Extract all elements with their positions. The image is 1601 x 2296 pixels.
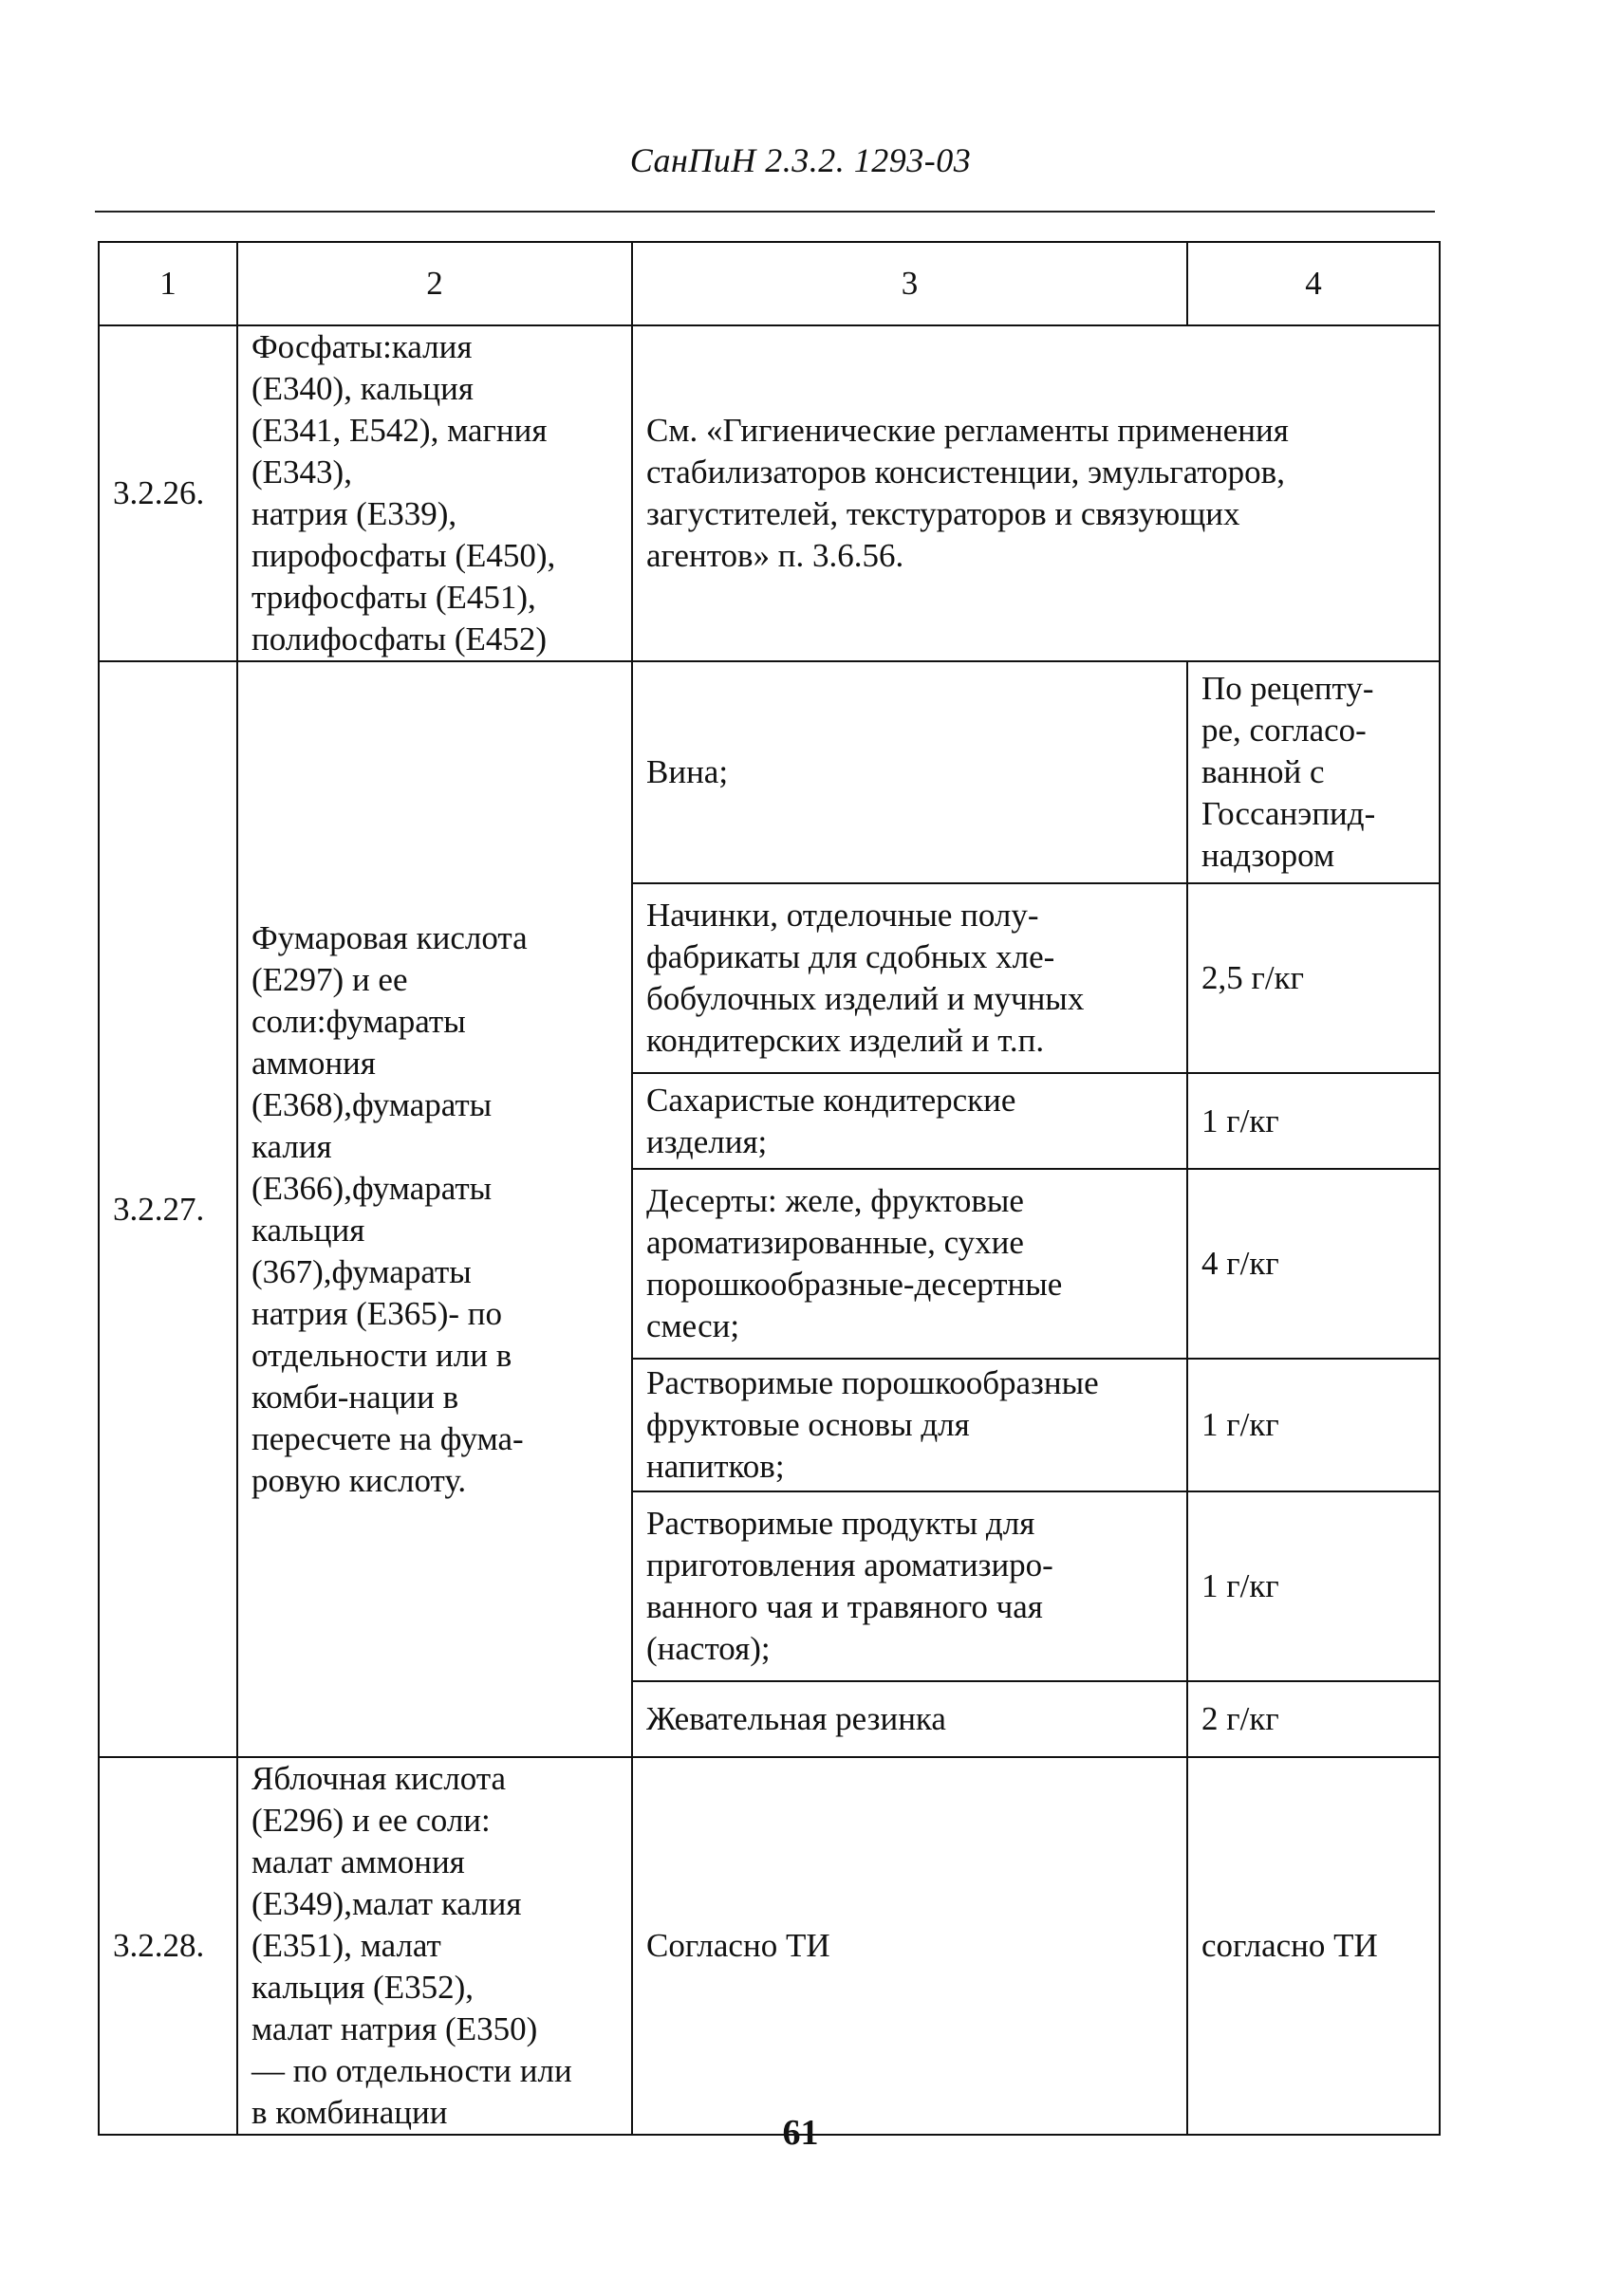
header-divider xyxy=(95,211,1435,213)
product-line: приготовления ароматизиро- xyxy=(646,1546,1053,1583)
additive-name-line: малат натрия (Е350) xyxy=(251,2010,538,2047)
additive-name-line: натрия (Е339), xyxy=(251,495,457,532)
regulation-table xyxy=(98,241,1441,2136)
additive-name-line: (Е341, Е542), магния xyxy=(251,412,548,449)
product-line: фабрикаты для сдобных хле- xyxy=(646,938,1055,975)
product-line: порошкообразные-десертные xyxy=(646,1266,1063,1303)
additive-name-cell xyxy=(237,661,632,1757)
additive-name-line: — по отдельности или xyxy=(251,2052,572,2089)
additive-name-line: калия xyxy=(251,1127,332,1165)
product-line: изделия; xyxy=(646,1122,768,1160)
page-number: 61 xyxy=(782,2113,819,2153)
product-line: Жевательная резинка xyxy=(646,1700,946,1737)
reference-note-line: загустителей, текстураторов и связующих xyxy=(646,495,1240,532)
column-header-3: 3 xyxy=(632,242,1187,325)
additive-name-line: (Е349),малат калия xyxy=(251,1885,522,1922)
level-line: надзором xyxy=(1201,837,1335,874)
reference-note-line: См. «Гигиенические регламенты применения xyxy=(646,412,1289,449)
product-line: Растворимые порошкообразные xyxy=(646,1364,1099,1401)
level-line: ре, согласо- xyxy=(1201,712,1367,749)
additive-name-line: малат аммония xyxy=(251,1843,465,1880)
reference-note-line: агентов» п. 3.6.56. xyxy=(646,537,904,574)
page-header-title: СанПиН 2.3.2. 1293-03 xyxy=(629,141,972,179)
additive-name-line: (Е343), xyxy=(251,454,352,491)
row-number: 3.2.28. xyxy=(99,1757,237,2135)
additive-name-line: пирофосфаты (Е450), xyxy=(251,537,556,574)
product-line: Вина; xyxy=(646,753,729,790)
additive-name-line: кальция (Е352), xyxy=(251,1969,474,2006)
additive-name-line: пересчете на фума- xyxy=(251,1419,524,1457)
product-line: (настоя); xyxy=(646,1630,771,1667)
level-cell xyxy=(1187,1169,1440,1359)
product-line: бобулочных изделий и мучных xyxy=(646,980,1085,1017)
product-cell xyxy=(632,883,1187,1073)
product-line: ванного чая и травяного чая xyxy=(646,1588,1043,1625)
product-line: Сахаристые кондитерские xyxy=(646,1081,1016,1119)
product-line: Начинки, отделочные полу- xyxy=(646,897,1039,934)
product-cell xyxy=(632,1073,1187,1169)
level-line: 1 г/кг xyxy=(1201,1567,1279,1604)
level-line: согласно ТИ xyxy=(1201,1927,1378,1964)
level-line: Госсанэпид- xyxy=(1201,795,1376,832)
product-line: ароматизированные, сухие xyxy=(646,1224,1024,1261)
table-row-3-2-27 xyxy=(99,661,1440,883)
additive-name-line: (Е366),фумараты xyxy=(251,1169,493,1207)
level-cell xyxy=(1187,1073,1440,1169)
additive-name-line: кальция xyxy=(251,1211,365,1249)
row-number: 3.2.27. xyxy=(99,661,237,1757)
product-line: фруктовые основы для xyxy=(646,1406,970,1443)
additive-name-line: Фосфаты:калия xyxy=(251,328,473,365)
reference-note-line: стабилизаторов консистенции, эмульгаторов, xyxy=(646,454,1285,491)
additive-name-line: натрия (Е365)- по xyxy=(251,1294,502,1332)
additive-name-cell xyxy=(237,1757,632,2135)
additive-name-line: Яблочная кислота xyxy=(251,1760,507,1797)
product-line: напитков; xyxy=(646,1448,785,1485)
product-line: смеси; xyxy=(646,1307,740,1344)
additive-name-line: аммония xyxy=(251,1044,376,1082)
level-line: По рецепту- xyxy=(1201,670,1374,707)
level-cell xyxy=(1187,1757,1440,2135)
product-line: кондитерских изделий и т.п. xyxy=(646,1022,1045,1059)
additive-name-line: отдельности или в xyxy=(251,1336,512,1374)
product-line: Растворимые продукты для xyxy=(646,1505,1035,1542)
additive-name-line: (Е351), малат xyxy=(251,1927,441,1964)
row-number: 3.2.26. xyxy=(99,325,237,661)
level-line: 4 г/кг xyxy=(1201,1245,1279,1282)
level-cell xyxy=(1187,661,1440,883)
level-line: ванной с xyxy=(1201,753,1325,790)
additive-name-line: (Е340), кальция xyxy=(251,370,474,407)
level-line: 1 г/кг xyxy=(1201,1102,1279,1139)
additive-name-line: в комбинации xyxy=(251,2094,448,2131)
level-line: 2,5 г/кг xyxy=(1201,959,1304,996)
additive-name-line: (Е297) и ее xyxy=(251,960,408,998)
product-cell xyxy=(632,1169,1187,1359)
product-cell xyxy=(632,1491,1187,1681)
table-header-row xyxy=(99,242,1440,325)
additive-name-line: ровую кислоту. xyxy=(251,1461,467,1499)
reference-note-cell xyxy=(632,325,1440,661)
additive-name-line: (Е296) и ее соли: xyxy=(251,1802,491,1839)
additive-name-line: Фумаровая кислота xyxy=(251,918,528,956)
level-cell xyxy=(1187,1681,1440,1757)
level-line: 2 г/кг xyxy=(1201,1700,1279,1737)
additive-name-cell xyxy=(237,325,632,661)
level-cell xyxy=(1187,1491,1440,1681)
additive-name-line: соли:фумараты xyxy=(251,1002,466,1040)
product-cell xyxy=(632,1681,1187,1757)
product-cell xyxy=(632,1359,1187,1491)
column-header-2: 2 xyxy=(237,242,632,325)
additive-name-line: (Е368),фумараты xyxy=(251,1085,493,1123)
additive-name-line: полифосфаты (Е452) xyxy=(251,620,548,657)
product-cell xyxy=(632,1757,1187,2135)
additive-name-line: трифосфаты (Е451), xyxy=(251,579,536,616)
column-header-4: 4 xyxy=(1187,242,1440,325)
level-cell xyxy=(1187,883,1440,1073)
table-row-3-2-26 xyxy=(99,325,1440,661)
table-row-3-2-28 xyxy=(99,1757,1440,2135)
product-line: Десерты: желе, фруктовые xyxy=(646,1182,1024,1219)
additive-name-line: комби-нации в xyxy=(251,1378,459,1416)
level-line: 1 г/кг xyxy=(1201,1406,1279,1443)
additive-name-line: (367),фумараты xyxy=(251,1252,472,1290)
level-cell xyxy=(1187,1359,1440,1491)
product-line: Согласно ТИ xyxy=(646,1927,830,1964)
product-cell xyxy=(632,661,1187,883)
column-header-1: 1 xyxy=(99,242,237,325)
